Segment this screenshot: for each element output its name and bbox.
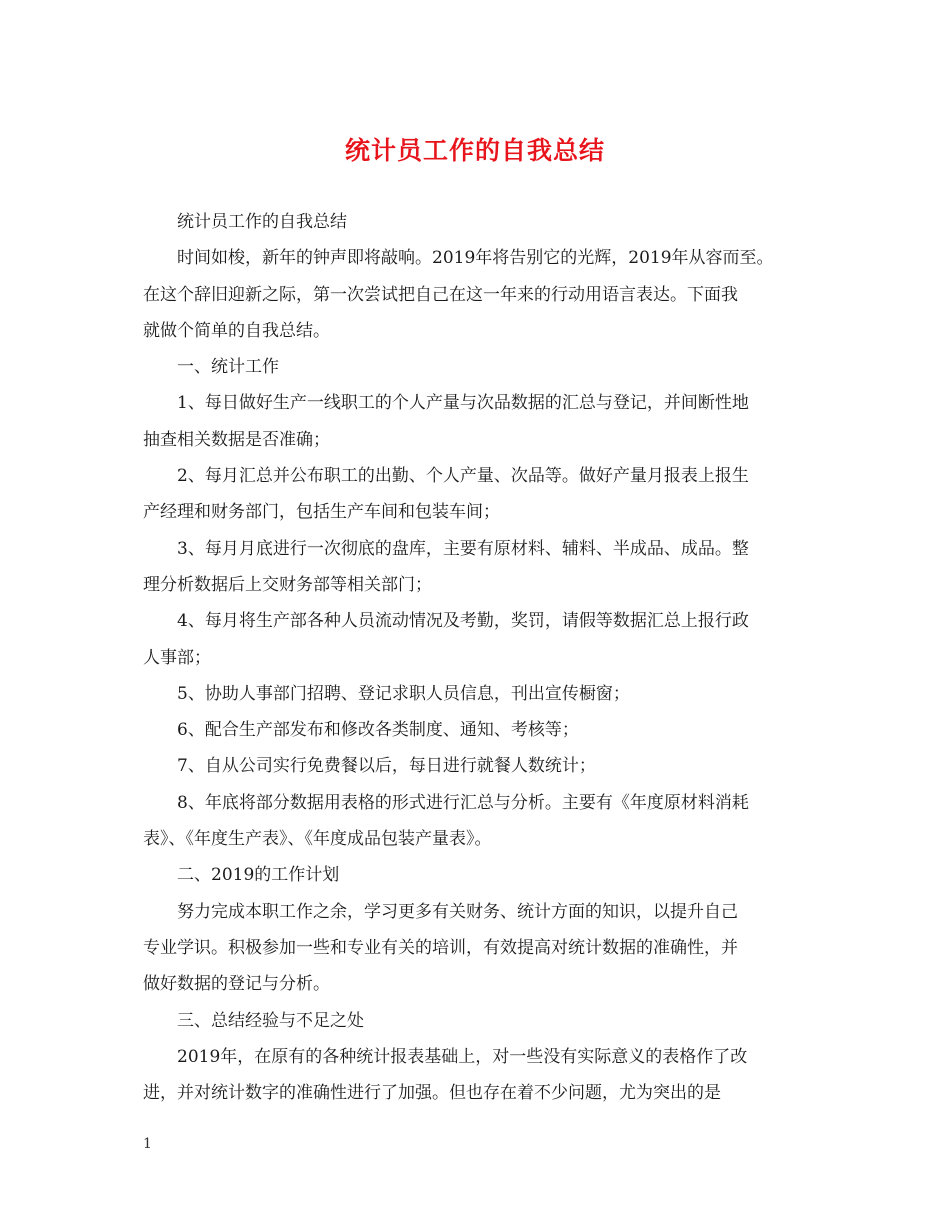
text-line: 时间如梭，新年的钟声即将敲响。2019年将告别它的光辉，2019年从容而至。 (177, 248, 774, 269)
text-line: 进，并对统计数字的准确性进行了加强。但也存在着不少问题，尤为突出的是 (143, 1083, 721, 1104)
text-line: 人事部； (143, 647, 211, 668)
text-line: 产经理和财务部门，包括生产车间和包装车间； (143, 502, 500, 523)
paragraph (143, 531, 815, 604)
text-line: 在这个辞旧迎新之际，第一次尝试把自己在这一年来的行动用语言表达。下面我 (143, 284, 738, 305)
text-line: 7、自从公司实行免费餐以后，每日进行就餐人数统计； (177, 756, 596, 777)
paragraph (143, 240, 815, 349)
text-line: 2、每月汇总并公布职工的出勤、个人产量、次品等。做好产量月报表上报生 (177, 466, 749, 487)
text-line: 做好数据的登记与分析。 (143, 974, 330, 995)
paragraph (143, 748, 815, 784)
text-line: 5、协助人事部门招聘、登记求职人员信息，刊出宣传橱窗； (177, 683, 630, 704)
paragraph (143, 894, 815, 1003)
text-line: 努力完成本职工作之余，学习更多有关财务、统计方面的知识，以提升自己 (177, 901, 738, 922)
text-line: 2019年，在原有的各种统计报表基础上，对一些没有实际意义的表格作了改 (177, 1046, 748, 1067)
text-line: 理分析数据后上交财务部等相关部门； (143, 574, 432, 595)
text-line: 1、每日做好生产一线职工的个人产量与次品数据的汇总与登记，并间断性地 (177, 393, 749, 414)
paragraph (143, 1039, 815, 1112)
text-line: 三、总结经验与不足之处 (177, 1010, 364, 1031)
paragraph (143, 712, 815, 748)
paragraph (143, 1003, 815, 1039)
paragraph (143, 204, 815, 240)
text-line: 二、2019的工作计划 (177, 865, 340, 886)
text-line: 3、每月月底进行一次彻底的盘库，主要有原材料、辅料、半成品、成品。整 (177, 538, 749, 559)
text-line: 表》、《年度生产表》、《年度成品包装产量表》。 (143, 829, 492, 850)
paragraph (143, 385, 815, 458)
text-line: 6、配合生产部发布和修改各类制度、通知、考核等； (177, 720, 579, 741)
paragraph (143, 857, 815, 893)
paragraph (143, 676, 815, 712)
text-line: 4、每月将生产部各种人员流动情况及考勤，奖罚，请假等数据汇总上报行政 (177, 611, 749, 632)
document-title: 统计员工作的自我总结 (344, 136, 605, 165)
text-line: 抽查相关数据是否准确； (143, 429, 330, 450)
text-line: 8、年底将部分数据用表格的形式进行汇总与分析。主要有《年度原材料消耗 (177, 792, 749, 813)
page-number: 1 (143, 1136, 152, 1152)
document-body (143, 204, 815, 1111)
text-line: 一、统计工作 (177, 357, 279, 378)
text-line: 就做个简单的自我总结。 (143, 320, 330, 341)
text-line: 统计员工作的自我总结 (177, 212, 347, 232)
paragraph (143, 603, 815, 676)
paragraph (143, 785, 815, 858)
paragraph (143, 349, 815, 385)
paragraph (143, 458, 815, 531)
text-line: 专业学识。积极参加一些和专业有关的培训，有效提高对统计数据的准确性，并 (143, 937, 738, 958)
